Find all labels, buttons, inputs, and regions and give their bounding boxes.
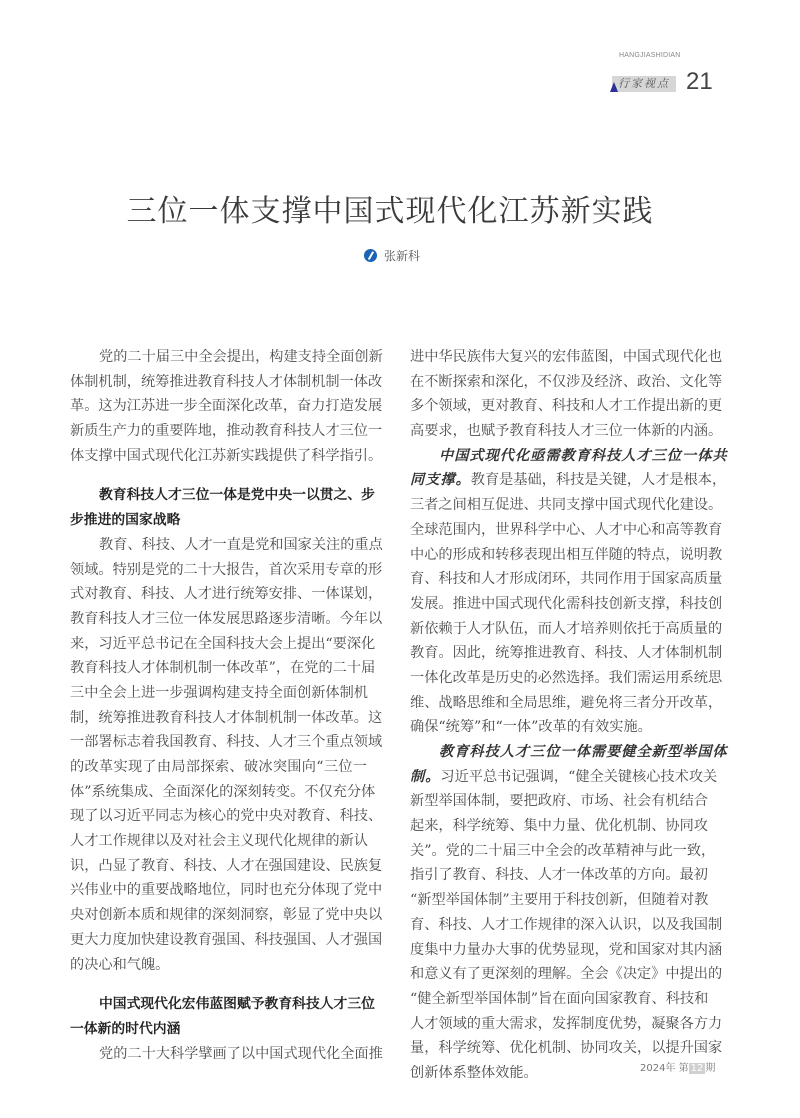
line-text: 关”。党的二十届三中全会的改革精神与此一致， xyxy=(410,842,716,859)
line-text: 来，习近平总书记在全国科技大会上提出“要深化 xyxy=(70,635,376,652)
text-line xyxy=(410,1012,723,1037)
line-text: 识，凸显了教育、科技、人才在强国建设、民族复 xyxy=(70,857,383,874)
text-line xyxy=(70,656,376,681)
line-text: 现了以习近平同志为核心的党中央对教育、科技、 xyxy=(70,808,383,825)
line-text: 维、战略思维和全局思维，避免将三者分开改革， xyxy=(410,694,723,711)
text-line xyxy=(70,394,383,419)
line-text: 步推进的国家战略 xyxy=(70,512,181,529)
line-text: “健全新型举国体制”旨在面向国家教育、科技和 xyxy=(410,990,709,1007)
text-line xyxy=(70,928,383,953)
section-heading xyxy=(70,992,375,1041)
triangle-icon xyxy=(610,82,618,92)
text-line xyxy=(410,666,723,691)
text-line xyxy=(70,854,383,879)
left-column xyxy=(70,345,383,1066)
text-line xyxy=(70,607,383,632)
text-line xyxy=(410,715,707,740)
spacer xyxy=(70,468,367,483)
lead-in: 教育科技人才三位一体需要健全新型举国体 xyxy=(439,744,728,760)
lead-in: 同支撑。 xyxy=(410,472,471,489)
line-text: 中心的形成和转移表现出相互伴随的特点，说明教 xyxy=(410,546,723,563)
text-line xyxy=(410,987,707,1012)
line-text: 新依赖于人才队伍，而人才培养则依托于高质量的 xyxy=(410,620,723,637)
text-line xyxy=(410,641,723,666)
line-text: 更大力度加快建设教育强国、科技强国、人才强国 xyxy=(70,931,383,948)
line-text: 进中华民族伟大复兴的宏伟蓝图，中国式现代化也 xyxy=(410,349,723,365)
section-heading xyxy=(70,483,375,532)
line-text: 央对创新本质和规律的深刻洞察，彰显了党中央以 xyxy=(70,907,383,924)
lead-in: 制。 xyxy=(410,768,441,785)
text-line xyxy=(410,839,716,864)
line-text: 多个领域，更对教育、科技和人才工作提出新的更 xyxy=(410,398,723,415)
text-line xyxy=(410,444,728,469)
text-line xyxy=(410,493,723,518)
text-line xyxy=(410,863,707,888)
spacer xyxy=(70,977,367,992)
line-text: 的决心和气魄。 xyxy=(70,956,170,973)
text-line xyxy=(410,765,718,790)
footer-issue-prefix: 第 xyxy=(678,1063,689,1074)
text-line xyxy=(410,468,727,493)
line-text: 教育。因此，统筹推进教育、科技、人才体制机制 xyxy=(410,645,723,662)
line-text: 习近平总书记强调，“健全关键核心技术攻关 xyxy=(440,768,718,785)
text-line xyxy=(410,370,723,395)
line-text: “新型举国体制”主要用于科技创新，但随着对教 xyxy=(410,892,709,909)
text-line xyxy=(410,419,723,444)
article-title: 三位一体支撑中国式现代化江苏新实践 xyxy=(126,194,654,229)
line-text: 全球范围内，世界科学中心、人才中心和高等教育 xyxy=(410,521,723,538)
lead-in: 中国式现代化亟需教育科技人才三位一体共 xyxy=(439,447,728,464)
text-line xyxy=(410,913,723,938)
right-column xyxy=(410,345,728,1086)
text-line xyxy=(410,592,723,617)
footer-year: 2024年 xyxy=(640,1063,676,1074)
text-line xyxy=(70,582,383,607)
line-text: 体”系统集成、全面深化的深刻转变。不仅充分体 xyxy=(70,783,376,800)
text-line xyxy=(70,558,383,583)
text-line xyxy=(70,878,383,903)
line-text: 党的二十届三中全会提出，构建支持全面创新 xyxy=(99,349,383,365)
line-text: 新质生产力的重要阵地，推动教育科技人才三位一 xyxy=(70,423,383,440)
footer-issue-suffix: 期 xyxy=(705,1063,716,1074)
line-text: 育、科技、人才工作规律的深入认识，以及我国制 xyxy=(410,916,723,933)
text-line xyxy=(410,345,723,370)
line-text: 党的二十大科学擘画了以中国式现代化全面推 xyxy=(99,1045,383,1062)
text-line xyxy=(70,992,375,1017)
text-line xyxy=(70,345,383,370)
text-line xyxy=(410,567,723,592)
line-text: 育、科技和人才形成闭环，共同作用于国家高质量 xyxy=(410,571,723,588)
line-text: 人才工作规律以及对社会主义现代化规律的新认 xyxy=(70,833,368,850)
line-text: 中国式现代化宏伟蓝图赋予教育科技人才三位 xyxy=(99,996,375,1013)
byline xyxy=(364,247,420,264)
line-text: 一部署标志着我国教育、科技、人才三个重点领域 xyxy=(70,734,383,751)
text-line xyxy=(70,681,367,706)
line-text: 三者之间相互促进、共同支撑中国式现代化建设。 xyxy=(410,497,723,514)
paragraph xyxy=(410,345,723,444)
line-text: 兴伟业中的重要战略地位，同时也充分体现了党中 xyxy=(70,882,383,899)
section-label: 行家视点 xyxy=(612,76,676,92)
text-line xyxy=(70,419,383,444)
text-line xyxy=(70,632,376,657)
line-text: 发展。推进中国式现代化需科技创新支撑，科技创 xyxy=(410,595,723,612)
text-line xyxy=(410,740,728,765)
text-line xyxy=(410,543,723,568)
section-pinyin: HANGJIASHIDIAN xyxy=(619,52,681,59)
line-text: 指引了教育、科技、人才一体改革的方向。最初 xyxy=(410,867,708,884)
text-line xyxy=(410,691,723,716)
line-text: 和意义有了更深刻的理解。全会《决定》中提出的 xyxy=(410,966,723,983)
text-line xyxy=(410,394,723,419)
line-text: 革。这为江苏进一步全面深化改革，奋力打造发展 xyxy=(70,398,383,415)
line-text: 教育、科技、人才一直是党和国家关注的重点 xyxy=(99,536,383,553)
text-line xyxy=(70,903,383,928)
text-line xyxy=(70,706,383,731)
author-name: 张新科 xyxy=(384,249,421,263)
text-line xyxy=(410,617,723,642)
line-text: 度集中力量办大事的优势显现，党和国家对其内涵 xyxy=(410,941,723,958)
issue-footer xyxy=(640,1059,715,1074)
text-line xyxy=(410,1036,723,1061)
text-line xyxy=(70,1042,383,1067)
text-line xyxy=(70,533,383,558)
text-line xyxy=(70,755,367,780)
line-text: 体制机制，统筹推进教育科技人才体制机制一体改 xyxy=(70,373,383,390)
page-number: 21 xyxy=(686,68,713,95)
text-line xyxy=(410,518,723,543)
text-line xyxy=(70,953,367,978)
text-line xyxy=(70,444,383,469)
line-text: 制，统筹推进教育科技人才体制机制一体改革。这 xyxy=(70,709,383,726)
text-line xyxy=(410,789,707,814)
line-text: 教育科技人才三位一体发展思路逐步清晰。今年以 xyxy=(70,610,383,627)
line-text: 三中全会上进一步强调构建支持全面创新体制机 xyxy=(70,684,368,701)
text-line xyxy=(70,508,367,533)
line-text: 新型举国体制，要把政府、市场、社会有机结合 xyxy=(410,793,708,810)
paragraph xyxy=(410,444,728,740)
line-text: 体支撑中国式现代化江苏新实践提供了科学指引。 xyxy=(70,447,383,464)
text-line xyxy=(70,780,376,805)
text-line xyxy=(410,938,723,963)
text-line xyxy=(70,804,383,829)
text-line xyxy=(410,814,707,839)
line-text: 的改革实现了由局部探索、破冰突围向“三位一 xyxy=(70,759,367,775)
text-line xyxy=(70,483,375,508)
line-text: 领域。特别是党的二十大报告，首次采用专章的形 xyxy=(70,561,383,578)
line-text: 确保“统筹”和“一体”改革的有效实施。 xyxy=(410,719,652,736)
paragraph xyxy=(70,345,383,468)
text-line xyxy=(70,370,383,395)
line-text: 一体新的时代内涵 xyxy=(70,1020,181,1037)
text-line xyxy=(70,829,367,854)
line-text: 在不断探索和深化，不仅涉及经济、政治、文化等 xyxy=(410,373,723,390)
line-text: 一体化改革是历史的必然选择。我们需运用系统思 xyxy=(410,669,723,686)
line-text: 创新体系整体效能。 xyxy=(410,1064,538,1081)
paragraph xyxy=(70,1042,383,1067)
line-text: 教育科技人才体制机制一体改革”，在党的二十届 xyxy=(70,660,376,677)
line-text: 起来，科学统筹、集中力量、优化机制、协同攻 xyxy=(410,818,708,835)
text-line xyxy=(70,730,383,755)
text-line xyxy=(410,962,723,987)
line-text: 人才领域的重大需求，发挥制度优势，凝聚各方力 xyxy=(410,1015,723,1032)
line-text: 量，科学统筹、优化机制、协同攻关，以提升国家 xyxy=(410,1040,723,1057)
text-line xyxy=(410,888,707,913)
line-text: 教育科技人才三位一体是党中央一以贯之、步 xyxy=(99,487,375,504)
paragraph xyxy=(410,740,728,1086)
line-text: 教育是基础，科技是关键，人才是根本， xyxy=(470,472,727,489)
line-text: 式对教育、科技、人才进行统筹安排、一体谋划， xyxy=(70,586,383,603)
footer-issue-number: 12 xyxy=(690,1063,704,1074)
paragraph xyxy=(70,533,383,977)
line-text: 高要求，也赋予教育科技人才三位一体新的内涵。 xyxy=(410,423,723,440)
pen-circle-icon xyxy=(364,249,377,262)
text-line xyxy=(70,1017,367,1042)
